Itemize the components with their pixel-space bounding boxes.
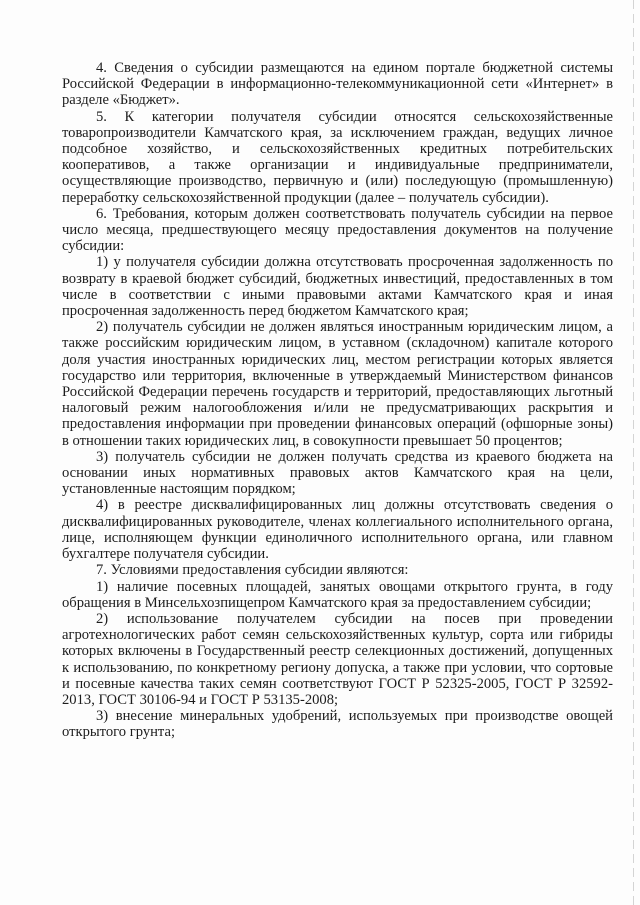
paragraph-item-5: 5. К категории получателя субсидии относятся сельскохозяйственные товаропроизводители Камчатского края, за исключением граждан, ведущих личное подсобное хозяйство, и сельскохозяйственных кредитных потребительских кооперативов, а также организации и индивидуальные предприниматели, осуществляющие производство, первичную и (или) последующую (промышленную) переработку сельскохозяйственной продукции (далее – получатель субсидии). — [62, 108, 613, 206]
scan-edge-artifact — [633, 0, 634, 905]
paragraph-item-7: 7. Условиями предоставления субсидии являются: — [96, 562, 409, 579]
paragraph-item-7-1: 1) наличие посевных площадей, занятых овощами открытого грунта, в году обращения в Минсельхозпищепром Камчатского края за предоставлением субсидии; — [62, 578, 613, 611]
paragraph-item-6-2: 2) получатель субсидии не должен являться иностранным юридическим лицом, а также российским юридическим лицом, в уставном (складочном) капитале которого доля участия иностранных юридических лиц, местом регистрации которых является государство или территория, включенные в утверждаемый Министерством финансов Российской Федерации перечень государств и территорий, предоставляющих льготный налоговый режим налогообложения и/или не предусматривающих раскрытия и предоставления информации при проведении финансовых операций (офшорные зоны) в отношении таких юридических лиц, в совокупности превышает 50 процентов; — [62, 319, 613, 449]
paragraph-item-4: 4. Сведения о субсидии размещаются на едином портале бюджетной системы Российской Федерации в информационно-телекоммуникационной сети «Интернет» в разделе «Бюджет». — [62, 60, 613, 109]
paragraph-item-6-1: 1) у получателя субсидии должна отсутствовать просроченная задолженность по возврату в краевой бюджет субсидий, бюджетных инвестиций, предоставленных в том числе в соответствии с иными правовыми актами Камчатского края и иная просроченная задолженность перед бюджетом Камчатского края; — [62, 254, 613, 320]
paragraph-item-6: 6. Требования, которым должен соответствовать получатель субсидии на первое число месяца, предшествующего месяцу предоставления документов на получение субсидии: — [62, 205, 613, 255]
paragraph-item-7-2: 2) использование получателем субсидии на посев при проведении агротехнологических работ семян сельскохозяйственных культур, сорта или гибриды которых включены в Государственный реестр селекционных достижений, допущенных к использованию, по конкретному региону допуска, а также при условии, что сортовые и посевные качества таких семян соответствуют ГОСТ Р 52325-2005, ГОСТ Р 32592-2013, ГОСТ 30106-94 и ГОСТ Р 53135-2008; — [62, 610, 613, 708]
paragraph-item-6-3: 3) получатель субсидии не должен получать средства из краевого бюджета на основании иных нормативных правовых актов Камчатского края на цели, установленные настоящим порядком; — [62, 448, 613, 498]
paragraph-item-7-3: 3) внесение минеральных удобрений, используемых при производстве овощей открытого грунта; — [62, 708, 613, 741]
document-body — [62, 60, 613, 741]
paragraph-item-6-4: 4) в реестре дисквалифицированных лиц должны отсутствовать сведения о дисквалифицированных руководителе, членах коллегиального исполнительного органа, лице, исполняющем функции единоличного исполнительного органа, или главном бухгалтере получателя субсидии. — [62, 497, 613, 563]
